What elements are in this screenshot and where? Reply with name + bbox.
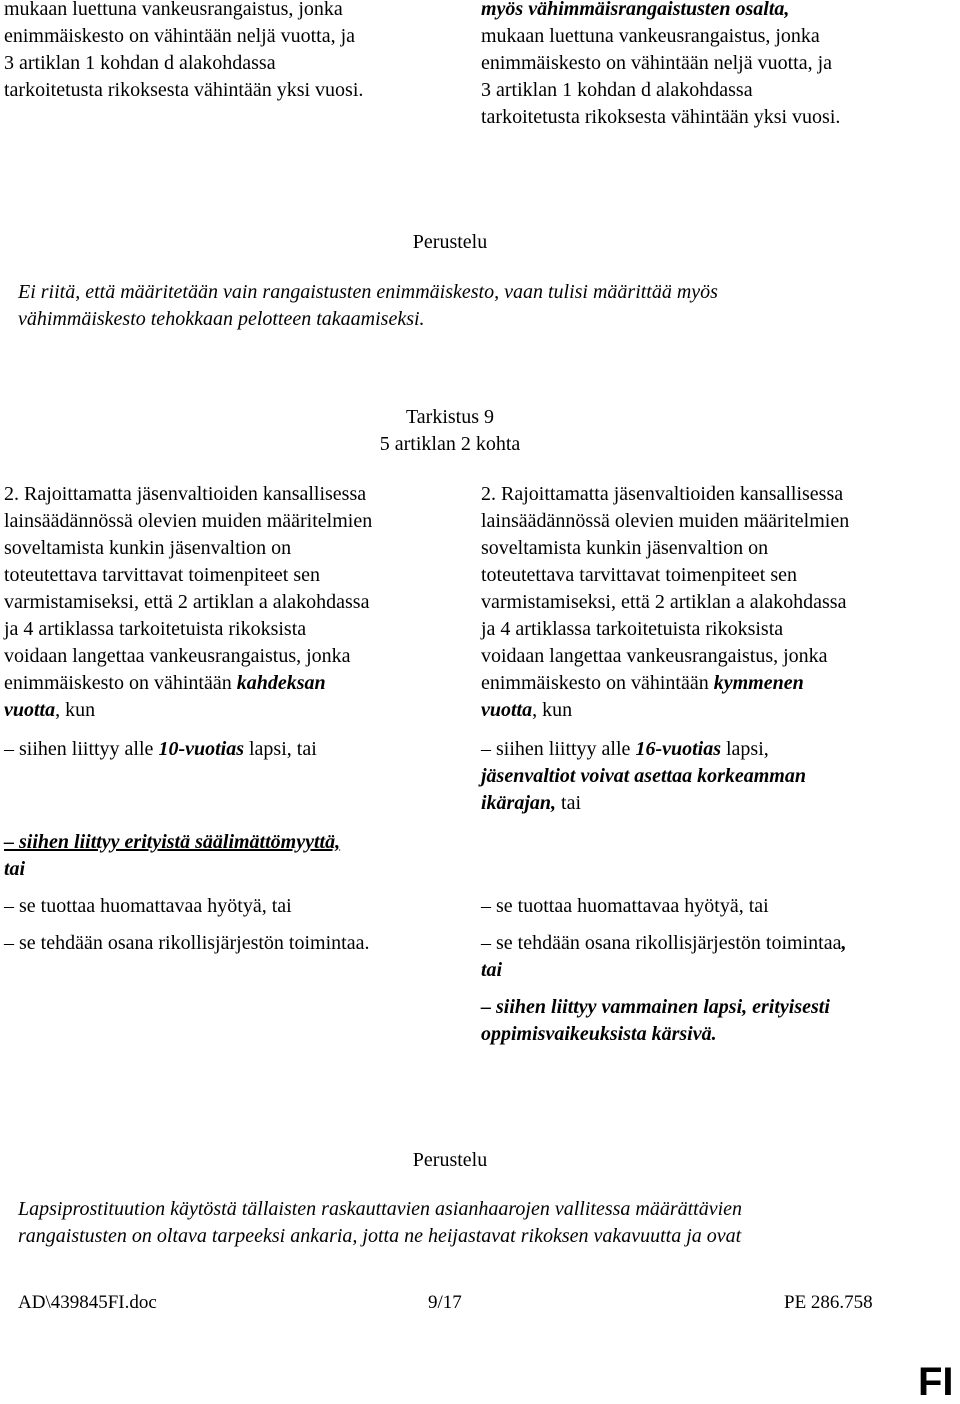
justification-text: Ei riitä, että määritetään vain rangaistusten enimmäiskesto, vaan tulisi määrittää myös vähimmäiskesto tehokkaan pelotteen takaamiseksi. <box>18 281 718 330</box>
justification-heading: Perustelu <box>412 231 488 253</box>
language-code: FI <box>918 1360 954 1404</box>
justification-heading-2: Perustelu <box>412 1149 488 1171</box>
amendment-subtitle: 5 artiklan 2 kohta <box>379 433 521 455</box>
right-item-3: – se tuottaa huomattavaa hyötyä, tai <box>481 895 769 917</box>
footer-doc-ref: AD\439845FI.doc <box>18 1292 157 1313</box>
right-paragraph: 2. Rajoittamatta jäsenvaltioiden kansallisessa lainsäädännössä olevien muiden määritelmien soveltamista kunkin jäsenvaltion on toteutettava tarvittavat toimenpiteet sen varmistamiseksi, että 2 artiklan a alakohdassa ja 4 artiklassa tarkoitetuista rikoksista voidaan langettaa vankeusrangaistus, jonka enimmäiskesto on vähintään kymmenen vuotta, kun <box>481 483 850 721</box>
right-item-1: – siihen liittyy alle 16-vuotias lapsi, jäsenvaltiot voivat asettaa korkeamman ikärajan, tai <box>481 738 806 814</box>
top-left-text: mukaan luettuna vankeusrangaistus, jonka enimmäiskesto on vähintään neljä vuotta, ja 3 artiklan 1 kohdan d alakohdassa tarkoitetusta rikoksesta vähintään yksi vuosi. <box>4 0 364 101</box>
justification-text-2: Lapsiprostituution käytöstä tällaisten raskauttavien asianhaarojen vallitessa määrättävien rangaistusten on oltava tarpeeksi ankaria, jotta ne heijastavat rikoksen vakavuutta ja ovat <box>18 1198 743 1247</box>
left-item-1: – siihen liittyy alle 10-vuotias lapsi, tai <box>4 738 317 760</box>
left-item-4: – se tehdään osana rikollisjärjestön toimintaa. <box>4 932 370 954</box>
right-item-5: – siihen liittyy vammainen lapsi, erityisesti oppimisvaikeuksista kärsivä. <box>481 996 830 1045</box>
left-item-2: – siihen liittyy erityistä säälimättömyyttä, tai <box>4 831 341 880</box>
left-paragraph: 2. Rajoittamatta jäsenvaltioiden kansallisessa lainsäädännössä olevien muiden määritelmien soveltamista kunkin jäsenvaltion on toteutettava tarvittavat toimenpiteet sen varmistamiseksi, että 2 artiklan a alakohdassa ja 4 artiklassa tarkoitetuista rikoksista voidaan langettaa vankeusrangaistus, jonka enimmäiskesto on vähintään kahdeksan vuotta, kun <box>4 483 373 721</box>
left-item-3: – se tuottaa huomattavaa hyötyä, tai <box>4 895 292 917</box>
right-item-4: – se tehdään osana rikollisjärjestön toimintaa, tai <box>481 932 847 981</box>
footer-pe-ref: PE 286.758 <box>784 1292 873 1313</box>
top-right-text: myös vähimmäisrangaistusten osalta, mukaan luettuna vankeusrangaistus, jonka enimmäiskesto on vähintään neljä vuotta, ja 3 artiklan 1 kohdan d alakohdassa tarkoitetusta rikoksesta vähintään yksi vuosi. <box>481 0 841 128</box>
amendment-title: Tarkistus 9 <box>405 406 495 428</box>
footer-page-number: 9/17 <box>428 1292 462 1313</box>
